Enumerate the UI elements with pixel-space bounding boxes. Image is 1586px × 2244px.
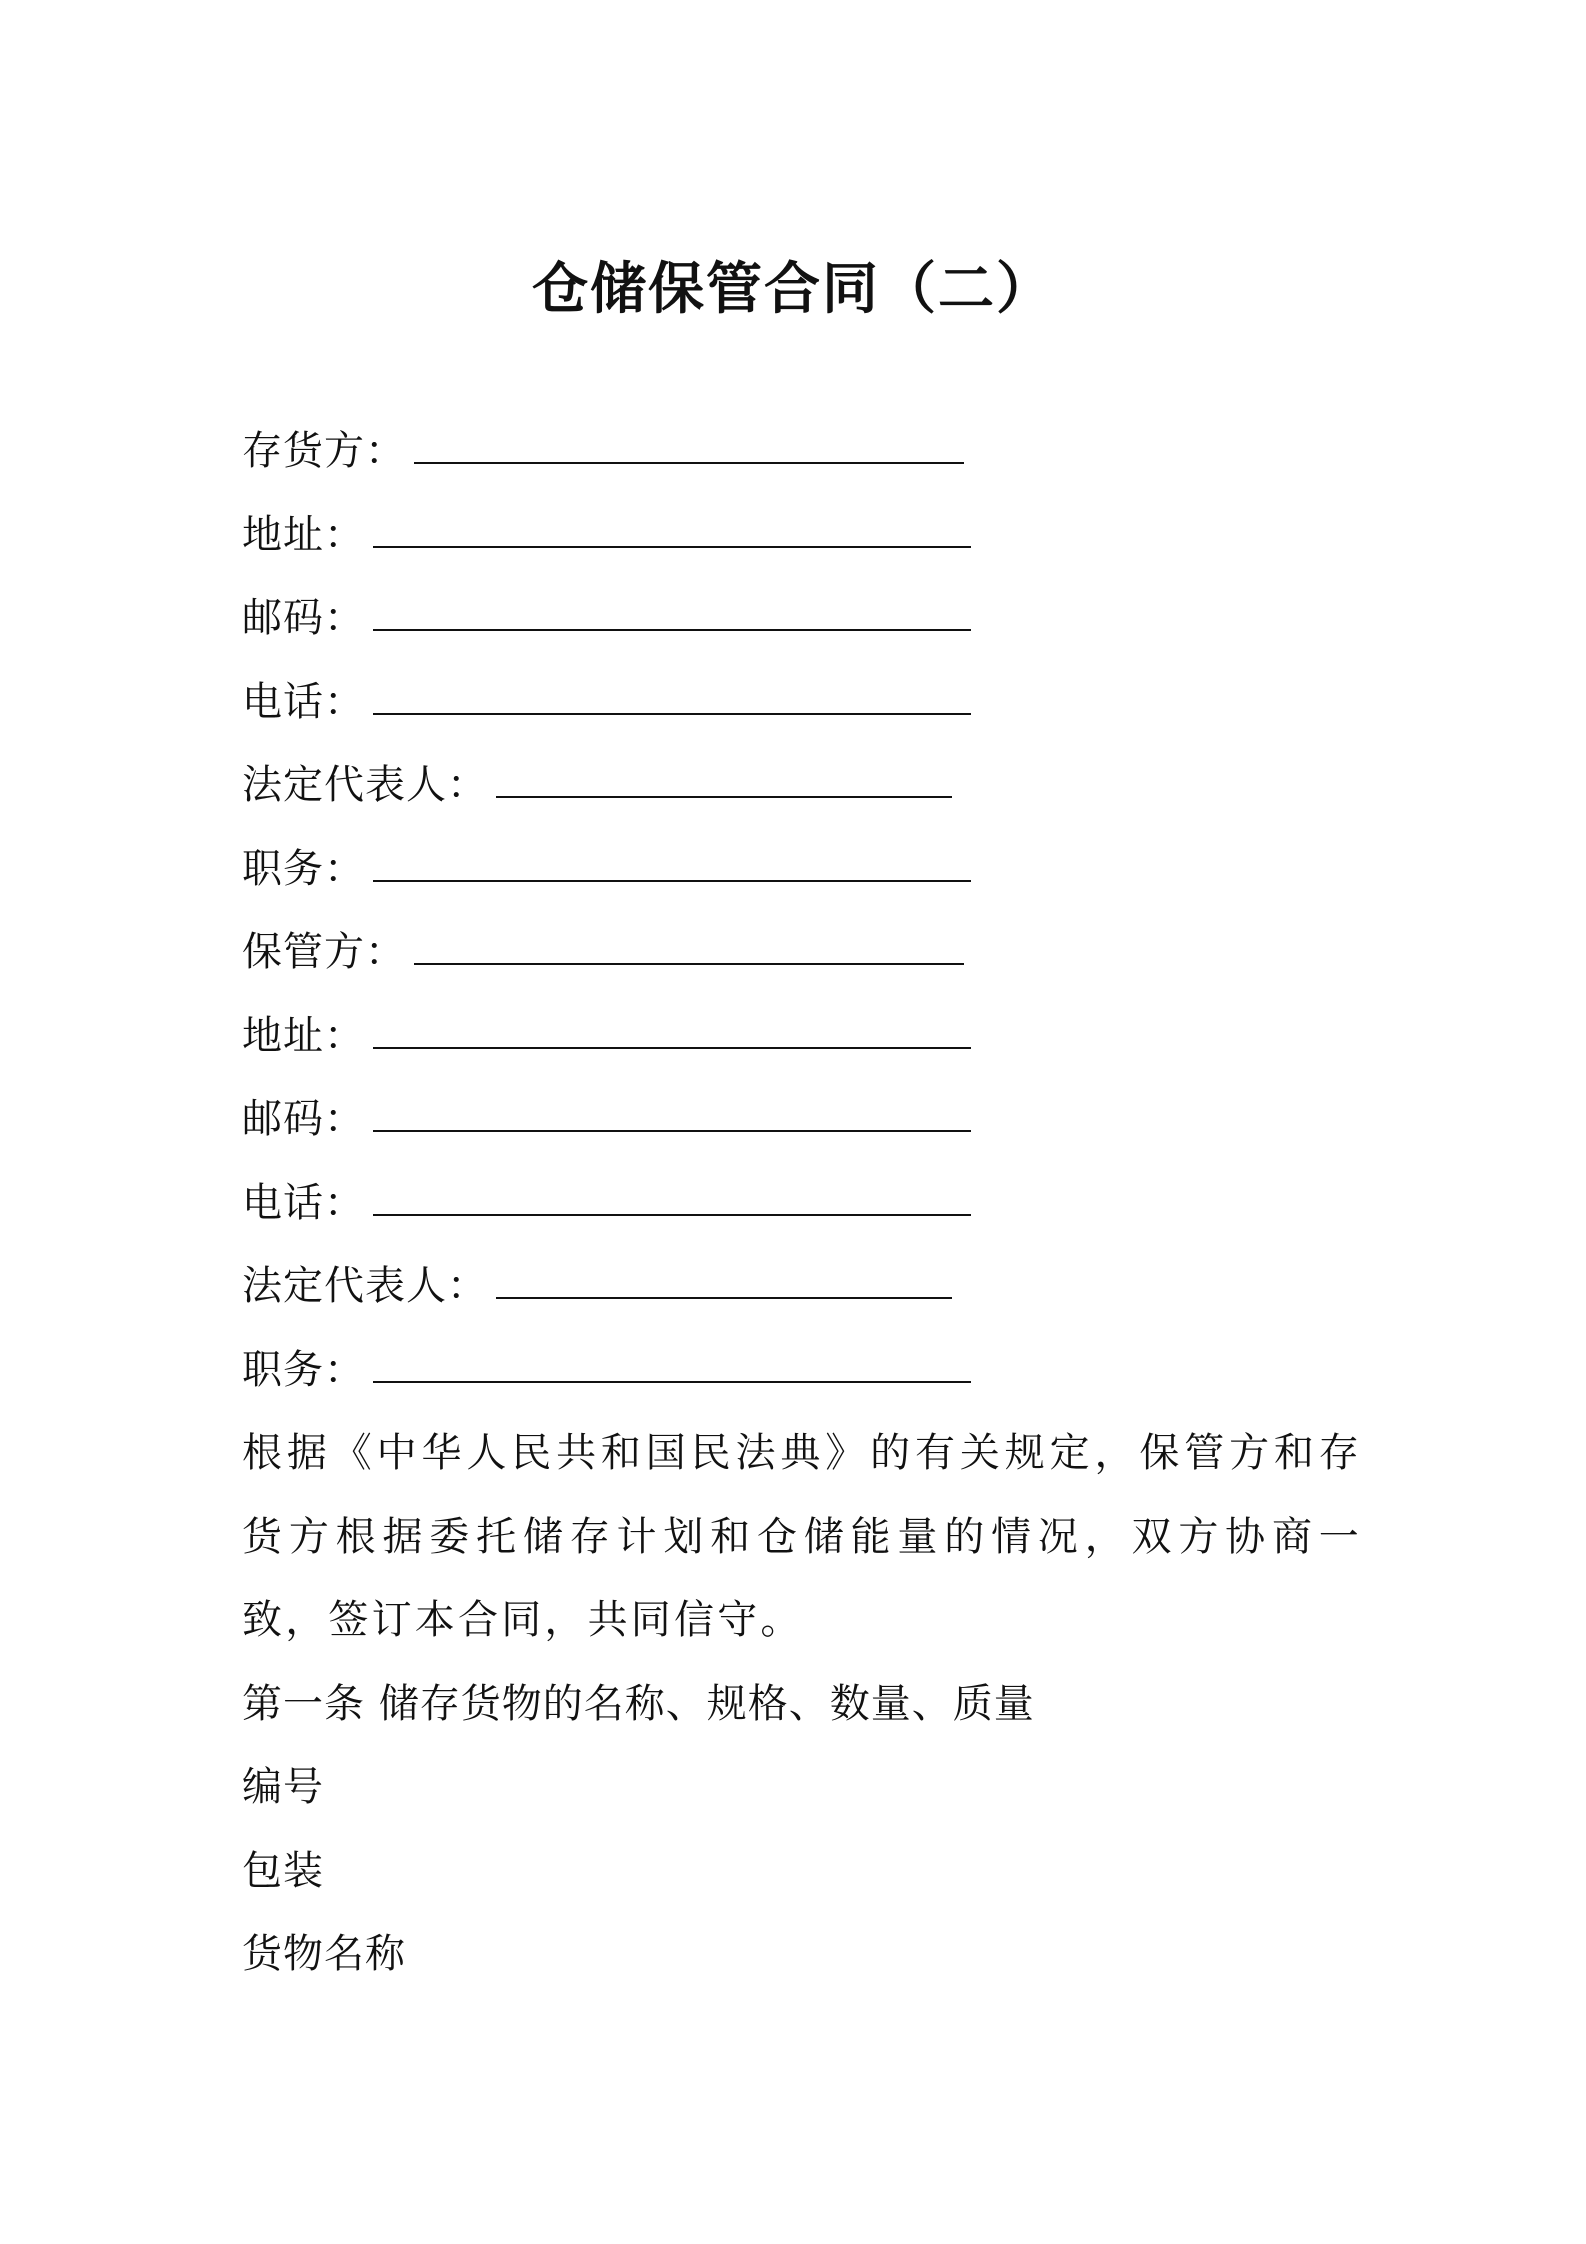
custodian-address-label: 地址： <box>242 1012 365 1059</box>
custodian-address-blank[interactable] <box>373 1019 971 1049</box>
depositor-address-field <box>242 494 1362 578</box>
document-body <box>242 410 1362 1997</box>
custodian-party-field <box>242 911 1362 995</box>
custodian-phone-field <box>242 1162 1362 1246</box>
custodian-party-blank[interactable] <box>414 935 964 965</box>
custodian-position-label: 职务： <box>242 1346 365 1393</box>
custodian-section <box>242 911 1362 1412</box>
custodian-position-field <box>242 1329 1362 1413</box>
depositor-legal-rep-blank[interactable] <box>496 768 952 798</box>
depositor-postcode-field <box>242 577 1362 661</box>
depositor-address-label: 地址： <box>242 511 365 558</box>
custodian-address-field <box>242 995 1362 1079</box>
document-title: 仓储保管合同（二） <box>532 257 1054 322</box>
preamble-paragraph: 根据《中华人民共和国民法典》的有关规定，保管方和存货方根据委托储存计划和仓储能量的情况，双方协商一致，签订本合同，共同信守。 <box>242 1430 1362 1643</box>
custodian-phone-label: 电话： <box>242 1179 365 1226</box>
article-1-item-packaging: 包装 <box>242 1847 324 1894</box>
depositor-section <box>242 410 1362 911</box>
depositor-party-blank[interactable] <box>414 434 964 464</box>
depositor-legal-rep-field <box>242 744 1362 828</box>
custodian-party-label: 保管方： <box>242 929 406 975</box>
depositor-postcode-blank[interactable] <box>373 601 971 631</box>
depositor-party-field <box>242 410 1362 494</box>
depositor-postcode-label: 邮码： <box>242 595 365 641</box>
custodian-position-blank[interactable] <box>373 1353 971 1383</box>
depositor-party-label: 存货方： <box>242 428 406 474</box>
custodian-legal-rep-field <box>242 1245 1362 1329</box>
depositor-phone-field <box>242 661 1362 745</box>
depositor-position-field <box>242 828 1362 912</box>
custodian-legal-rep-label: 法定代表人： <box>242 1263 488 1309</box>
depositor-position-label: 职务： <box>242 845 365 892</box>
custodian-phone-blank[interactable] <box>373 1186 971 1216</box>
depositor-position-blank[interactable] <box>373 852 971 882</box>
custodian-postcode-field <box>242 1078 1362 1162</box>
custodian-postcode-label: 邮码： <box>242 1096 365 1142</box>
article-1-item-number: 编号 <box>242 1764 324 1810</box>
article-1-heading: 第一条 储存货物的名称、规格、数量、质量 <box>242 1680 1035 1727</box>
depositor-phone-blank[interactable] <box>373 685 971 715</box>
depositor-address-blank[interactable] <box>373 518 971 548</box>
depositor-phone-label: 电话： <box>242 678 365 725</box>
custodian-postcode-blank[interactable] <box>373 1102 971 1132</box>
custodian-legal-rep-blank[interactable] <box>496 1269 952 1299</box>
depositor-legal-rep-label: 法定代表人： <box>242 762 488 808</box>
article-1-item-goods-name: 货物名称 <box>242 1931 406 1977</box>
